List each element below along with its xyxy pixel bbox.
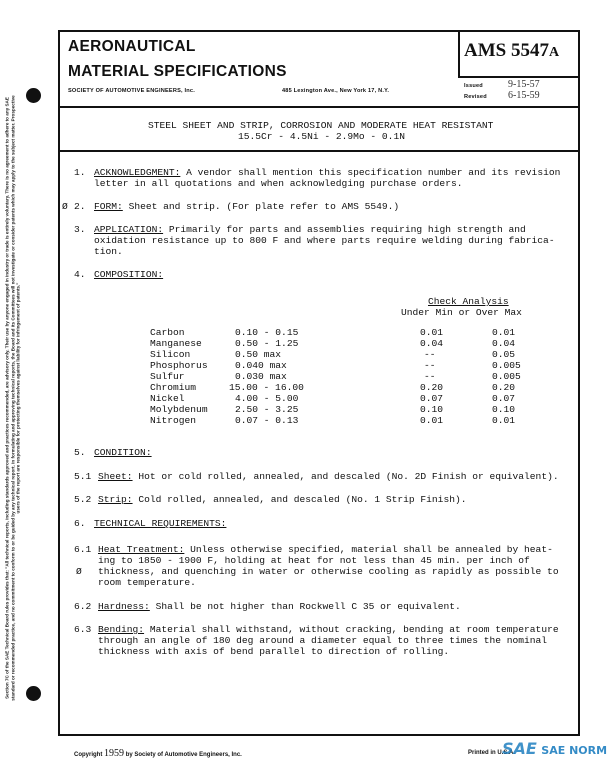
section-5-2-line xyxy=(98,494,466,505)
comp-range: 0.10 - 0.15 xyxy=(235,327,299,338)
comp-over: 0.20 xyxy=(492,382,516,393)
section-6-2-number: 6.2 xyxy=(74,601,92,612)
sidebar-note xyxy=(2,88,24,708)
revision-mark-6-1: Ø xyxy=(76,566,82,577)
ams-number xyxy=(464,40,559,62)
comp-range: 0.040 max xyxy=(235,360,287,371)
section-3-line1 xyxy=(94,224,526,235)
section-5-1-number: 5.1 xyxy=(74,471,92,482)
section-6-number: 6. xyxy=(74,518,86,529)
section-1-line2: letter in all quotations and when acknowledging purchase orders. xyxy=(94,178,463,189)
comp-under: -- xyxy=(424,349,436,360)
hole-punch-top xyxy=(26,88,41,103)
comp-under: 0.01 xyxy=(420,415,444,426)
section-6-1-heading: Heat Treatment: xyxy=(98,544,185,555)
comp-over: 0.07 xyxy=(492,393,516,404)
comp-over: 0.005 xyxy=(492,360,521,371)
comp-element: Nickel xyxy=(150,393,185,404)
comp-range: 15.00 - 16.00 xyxy=(229,382,304,393)
revision-mark-2: Ø xyxy=(62,201,68,212)
comp-over: 0.01 xyxy=(492,415,516,426)
section-6-1-text: Unless otherwise specified, material shall be annealed by heat- xyxy=(190,544,553,555)
comp-under: 0.01 xyxy=(420,327,444,338)
comp-under: -- xyxy=(424,371,436,382)
comp-range: 2.50 - 3.25 xyxy=(235,404,299,415)
footer-copyright xyxy=(74,748,242,759)
section-3-line2: oxidation resistance up to 800 F and where parts require welding during fabrica- xyxy=(94,235,555,246)
section-5-1-line xyxy=(98,471,559,482)
comp-over: 0.005 xyxy=(492,371,521,382)
watermark-logo xyxy=(502,739,607,759)
comp-over: 0.10 xyxy=(492,404,516,415)
header-title-line1: AERONAUTICAL xyxy=(68,38,196,55)
section-3-number: 3. xyxy=(74,224,86,235)
header-address: 485 Lexington Ave., New York 17, N.Y. xyxy=(282,88,390,94)
revised-label: Revised xyxy=(464,94,487,100)
comp-element: Nitrogen xyxy=(150,415,197,426)
subject-line1: STEEL SHEET AND STRIP, CORROSION AND MODERATE HEAT RESISTANT xyxy=(148,120,494,131)
section-6-2-heading: Hardness: xyxy=(98,601,150,612)
issued-date: 9-15-57 xyxy=(508,79,540,90)
section-6-1-line1 xyxy=(98,544,553,555)
section-1-number: 1. xyxy=(74,167,86,178)
section-3-text: Primarily for parts and assemblies requiring high strength and xyxy=(168,224,526,235)
comp-under: -- xyxy=(424,360,436,371)
section-1-line1 xyxy=(94,167,560,178)
comp-range: 4.00 - 5.00 xyxy=(235,393,299,404)
section-6-3-number: 6.3 xyxy=(74,624,92,635)
section-2-heading: FORM: xyxy=(94,201,123,212)
copyright-label: Copyright xyxy=(74,752,103,758)
section-5-heading: CONDITION: xyxy=(94,447,152,458)
comp-element: Molybdenum xyxy=(150,404,208,415)
subject-line2: 15.5Cr - 4.5Ni - 2.9Mo - 0.1N xyxy=(238,131,405,142)
section-4-number: 4. xyxy=(74,269,86,280)
section-4-heading: COMPOSITION: xyxy=(94,269,164,280)
header-title-line2: MATERIAL SPECIFICATIONS xyxy=(68,63,287,80)
section-6-3-line1 xyxy=(98,624,559,635)
section-6-3-heading: Bending: xyxy=(98,624,145,635)
comp-range: 0.030 max xyxy=(235,371,287,382)
section-5-2-number: 5.2 xyxy=(74,494,92,505)
comp-range: 0.50 - 1.25 xyxy=(235,338,299,349)
hole-punch-bottom xyxy=(26,686,41,701)
revised-date: 6-15-59 xyxy=(508,90,540,101)
watermark-sae-icon: SAE xyxy=(502,739,537,758)
section-6-1-line2: ing to 1850 - 1900 F, holding at heat for not less than 45 min. per inch of xyxy=(98,555,530,566)
section-5-1-text: Hot or cold rolled, annealed, and descaled (No. 2D Finish or equivalent). xyxy=(138,471,559,482)
section-2-line xyxy=(94,201,399,212)
section-5-2-text: Cold rolled, annealed, and descaled (No. 1 Strip Finish). xyxy=(138,494,467,505)
comp-element: Sulfur xyxy=(150,371,185,382)
section-5-1-heading: Sheet: xyxy=(98,471,133,482)
comp-element: Carbon xyxy=(150,327,185,338)
section-6-1-line4: room temperature. xyxy=(98,577,196,588)
comp-element: Silicon xyxy=(150,349,191,360)
section-2-text: Sheet and strip. (For plate refer to AMS 5549.) xyxy=(128,201,400,212)
section-6-1-number: 6.1 xyxy=(74,544,92,555)
copyright-year: 1959 xyxy=(104,748,125,759)
issued-label: Issued xyxy=(464,83,483,89)
section-6-3-line3: thickness with axis of bend parallel to direction of rolling. xyxy=(98,646,450,657)
comp-under: 0.20 xyxy=(420,382,444,393)
ams-prefix: AMS xyxy=(464,40,507,61)
section-6-3-line2: through an angle of 180 deg around a diameter equal to three times the nominal xyxy=(98,635,548,646)
comp-over: 0.01 xyxy=(492,327,516,338)
section-6-1-line3: thickness, and quenching in water or otherwise cooling as rapidly as possible to xyxy=(98,566,559,577)
watermark-text: SAE NORM xyxy=(541,744,607,757)
check-analysis-header: Check Analysis xyxy=(428,296,509,307)
section-6-heading: TECHNICAL REQUIREMENTS: xyxy=(94,518,227,529)
comp-element: Chromium xyxy=(150,382,197,393)
check-analysis-subheader: Under Min or Over Max xyxy=(401,307,522,318)
ams-code: 5547 xyxy=(510,40,549,61)
section-6-2-line xyxy=(98,601,461,612)
copyright-by: by Society of Automotive Engineers, Inc. xyxy=(125,752,242,758)
comp-range: 0.50 max xyxy=(235,349,282,360)
section-6-3-text: Material shall withstand, without cracking, bending at room temperature xyxy=(149,624,559,635)
section-5-number: 5. xyxy=(74,447,86,458)
section-1-heading: ACKNOWLEDGMENT: xyxy=(94,167,181,178)
comp-over: 0.05 xyxy=(492,349,516,360)
comp-element: Phosphorus xyxy=(150,360,208,371)
section-1-text: A vendor shall mention this specification number and its revision xyxy=(186,167,561,178)
comp-element: Manganese xyxy=(150,338,202,349)
ams-revision: A xyxy=(548,45,560,60)
comp-under: 0.10 xyxy=(420,404,444,415)
section-2-number: 2. xyxy=(74,201,86,212)
header-society: SOCIETY OF AUTOMOTIVE ENGINEERS, Inc. xyxy=(68,88,195,94)
section-3-line3: tion. xyxy=(94,246,123,257)
comp-under: 0.04 xyxy=(420,338,444,349)
section-3-heading: APPLICATION: xyxy=(94,224,164,235)
section-5-2-heading: Strip: xyxy=(98,494,133,505)
comp-over: 0.04 xyxy=(492,338,516,349)
footer-printed: Printed in U.S.A. xyxy=(468,750,516,756)
section-6-2-text: Shall be not higher than Rockwell C 35 or equivalent. xyxy=(155,601,461,612)
sidebar-note-text: Section 7C of the SAE Technical Board rules provides that: "All technical reports, including standards approved and practices recommended, are advisory only. Their use by anyone engaged in industry or trade is entirely voluntary. There is no agreement to adhere to any SAE standard or recommended practice, and no commitment to conform to or be guided by any technical report. In formulating and approving technical reports, the Board and its Committees will not investigate or consider patents which may apply to the subject matter. Prospective users of the report are responsible for protecting themselves against liability for infringement of patents." xyxy=(4,95,21,701)
comp-under: 0.07 xyxy=(420,393,444,404)
comp-range: 0.07 - 0.13 xyxy=(235,415,299,426)
